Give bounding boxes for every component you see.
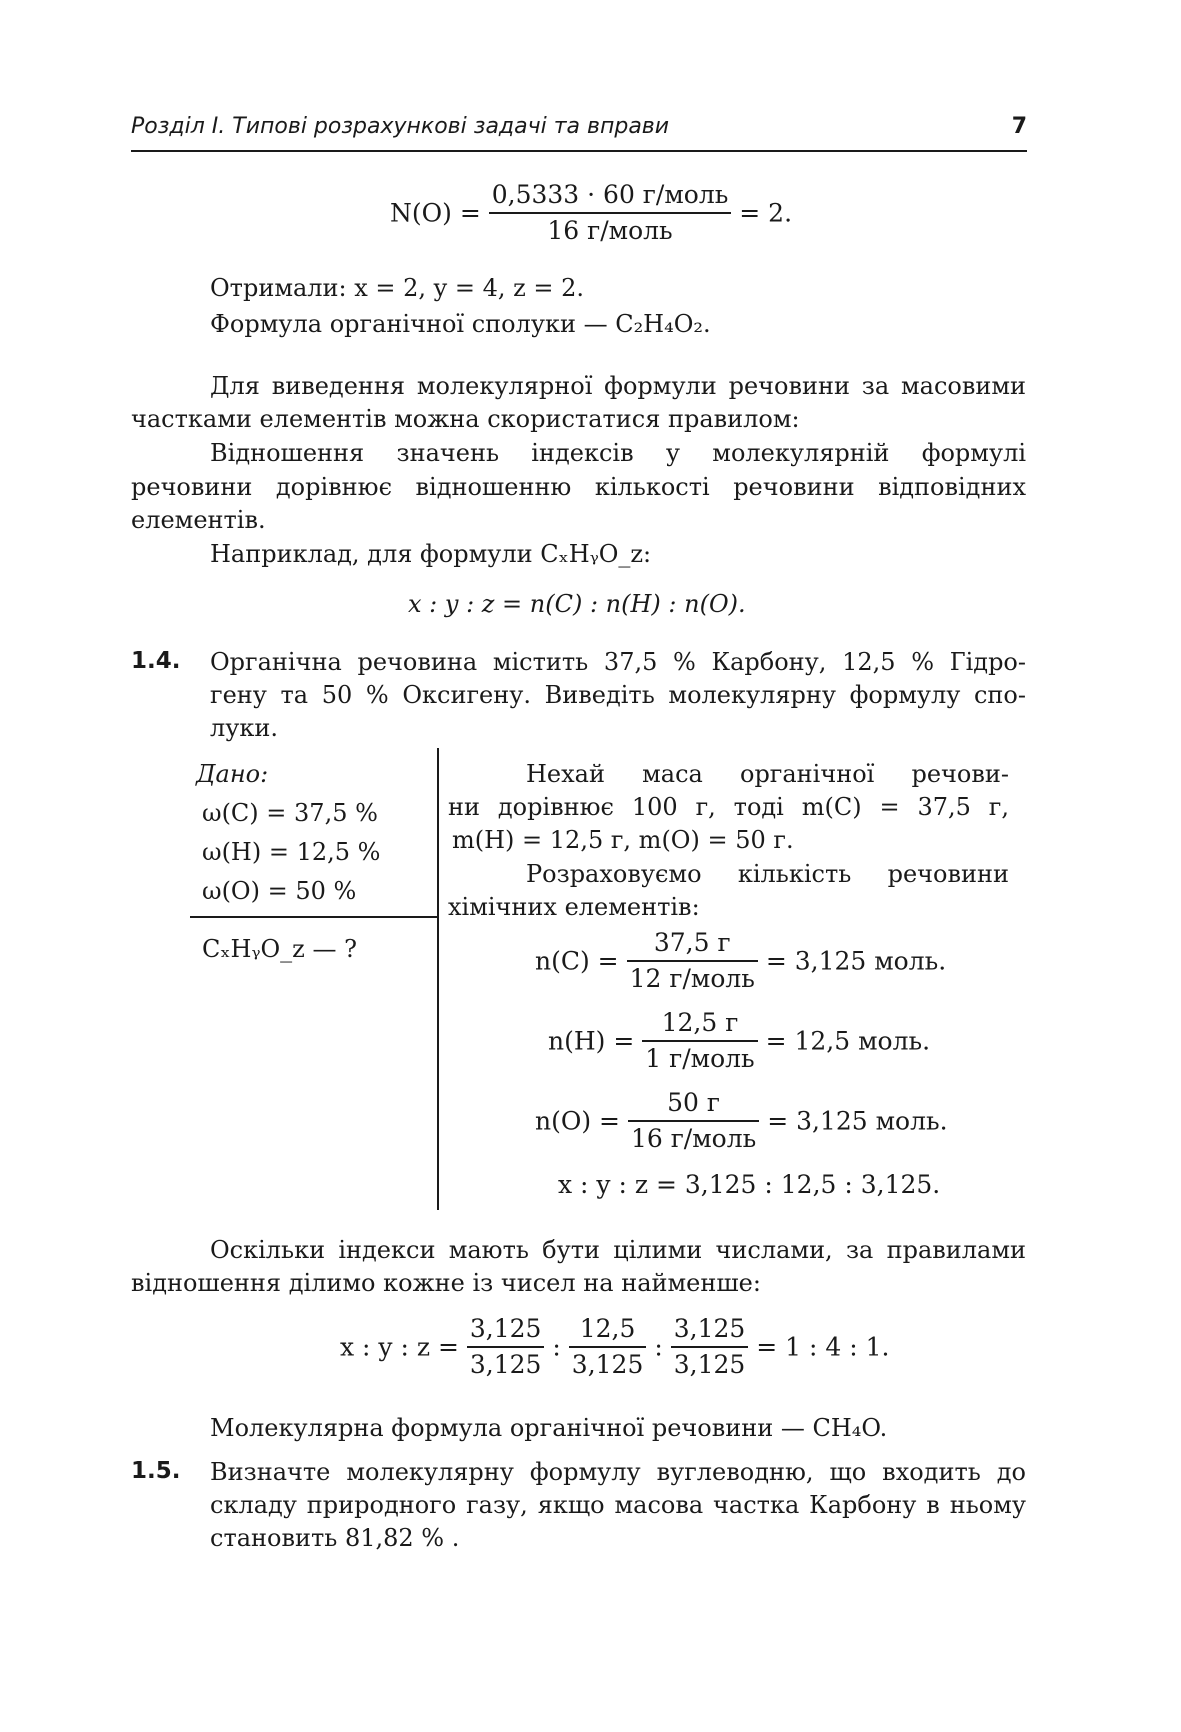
given-divider-vertical [437, 748, 439, 1210]
eq-denominator: 12 г/моль [629, 964, 755, 993]
given-item-hydrogen: ω(H) = 12,5 % [202, 838, 381, 866]
given-item-oxygen: ω(O) = 50 % [202, 877, 357, 905]
eq-fraction [489, 178, 732, 248]
task-1-4-line-3: луки. [210, 714, 278, 742]
eq-lhs: n(O) = [535, 1106, 620, 1136]
equation-n-oxygen-moles [535, 1086, 948, 1156]
given-label: Дано: [196, 760, 269, 788]
eq-numerator: 3,125 [671, 1312, 749, 1348]
eq-numerator: 12,5 г [642, 1006, 757, 1042]
solution-line-1: Нехай маса органічної речови- [526, 760, 1009, 788]
eq-lhs: n(H) = [548, 1026, 635, 1056]
find-formula: CₓHᵧO_z — ? [202, 935, 357, 963]
eq-numerator: 37,5 г [627, 926, 758, 962]
solution-line-5: хімічних елементів: [448, 893, 700, 921]
eq-fraction-3 [671, 1312, 749, 1382]
given-item-carbon: ω(C) = 37,5 % [202, 799, 378, 827]
eq-rhs: = 2. [739, 198, 793, 228]
equation-n-carbon [535, 926, 946, 996]
division-equation [340, 1312, 889, 1382]
rule-text-line-3: елементів. [131, 506, 266, 534]
answer-line: Молекулярна формула органічної речовини — CH₄O. [210, 1414, 888, 1442]
eq-fraction [642, 1006, 757, 1076]
given-divider-horizontal [190, 916, 438, 918]
solution-line-2: ни дорівнює 100 г, тоді m(C) = 37,5 г, [448, 793, 1009, 821]
task-1-4-line-2: гену та 50 % Оксигену. Виведіть молекулярну формулу спо- [210, 681, 1026, 709]
task-1-5-line-2: складу природного газу, якщо масова частка Карбону в ньому [210, 1491, 1026, 1519]
eq-denominator: 3,125 [469, 1350, 542, 1379]
equation-n-oxygen [390, 178, 792, 248]
eq-numerator: 3,125 [467, 1312, 545, 1348]
result-line: Отримали: x = 2, y = 4, z = 2. [210, 274, 585, 302]
equation-n-hydrogen [548, 1006, 930, 1076]
eq-lhs: n(C) = [535, 946, 619, 976]
task-1-4-line-1: Органічна речовина містить 37,5 % Карбону, 12,5 % Гідро- [210, 648, 1026, 676]
eq-rhs: = 3,125 моль. [765, 946, 947, 976]
eq-fraction-1 [467, 1312, 545, 1382]
eq-numerator: 0,5333 · 60 г/моль [489, 178, 732, 214]
ratio-result: x : y : z = 3,125 : 12,5 : 3,125. [558, 1170, 941, 1199]
eq-lhs: N(O) = [390, 198, 481, 228]
eq-numerator: 12,5 [569, 1312, 647, 1348]
eq-rhs: = 3,125 моль. [767, 1106, 948, 1136]
rule-text-line-2: речовини дорівнює відношенню кількості речовини відповідних [131, 473, 1026, 501]
eq-denominator: 16 г/моль [547, 216, 673, 245]
chapter-title: Розділ I. Типові розрахункові задачі та вправи [131, 114, 670, 139]
division-para-line-1: Оскільки індекси мають бути цілими числами, за правилами [210, 1236, 1026, 1264]
solution-line-3: m(H) = 12,5 г, m(O) = 50 г. [452, 826, 794, 854]
example-line: Наприклад, для формули CₓHᵧO_z: [210, 540, 652, 568]
eq-fraction [627, 926, 758, 996]
eq-denominator: 16 г/моль [630, 1124, 757, 1153]
ratio-equation: x : y : z = n(C) : n(H) : n(O). [408, 590, 746, 618]
eq-separator: : [552, 1332, 561, 1362]
task-1-5-line-3: становить 81,82 % . [210, 1524, 460, 1552]
eq-rhs: = 1 : 4 : 1. [756, 1332, 890, 1362]
task-1-5-line-1: Визначте молекулярну формулу вуглеводню, що входить до [210, 1458, 1026, 1486]
eq-separator: : [654, 1332, 663, 1362]
page-header [131, 110, 1027, 152]
task-number-1-4: 1.4. [131, 648, 181, 674]
task-number-1-5: 1.5. [131, 1458, 181, 1484]
eq-lhs: x : y : z = [340, 1332, 459, 1362]
eq-fraction-2 [569, 1312, 647, 1382]
eq-denominator: 3,125 [571, 1350, 644, 1379]
page-number: 7 [1011, 114, 1027, 139]
rule-para-line-1: Для виведення молекулярної формули речовини за масовими [210, 372, 1026, 400]
division-para-line-2: відношення ділимо кожне із чисел на найменше: [131, 1269, 761, 1297]
eq-fraction [628, 1086, 759, 1156]
eq-denominator: 1 г/моль [645, 1044, 755, 1073]
eq-rhs: = 12,5 моль. [765, 1026, 931, 1056]
solution-line-4: Розраховуємо кількість речовини [526, 860, 1009, 888]
eq-numerator: 50 г [628, 1086, 759, 1122]
rule-text-line-1: Відношення значень індексів у молекулярній формулі [210, 439, 1026, 467]
eq-denominator: 3,125 [673, 1350, 746, 1379]
rule-para-line-2: частками елементів можна скористатися правилом: [131, 405, 800, 433]
formula-line: Формула органічної сполуки — C₂H₄O₂. [210, 310, 711, 338]
